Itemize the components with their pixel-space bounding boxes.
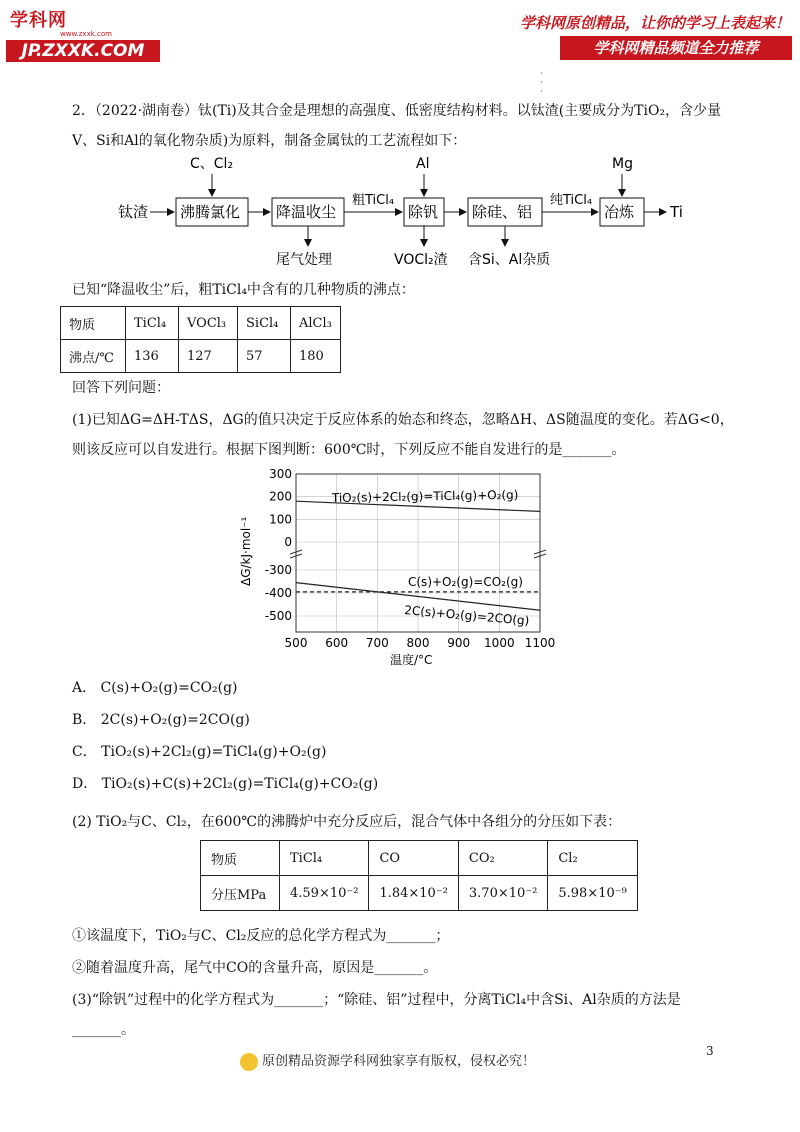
page-number: 3 <box>706 1044 714 1058</box>
q1-line1: (1)已知ΔG=ΔH-TΔS，ΔG的值只决定于反应体系的始态和终态，忽略ΔH、ΔS随温度的变化。若ΔG<0， <box>72 412 734 428</box>
table-cell: 沸点/℃ <box>61 340 126 373</box>
known-boiling-line: 已知“降温收尘”后，粗TiCl₄中含有的几种物质的沸点： <box>72 282 415 298</box>
option-d: D． TiO₂(s)+C(s)+2Cl₂(g)=TiCl₄(g)+CO₂(g) <box>72 776 379 792</box>
q2-line: (2) TiO₂与C、Cl₂，在600℃的沸腾炉中充分反应后，混合气体中各组分的分压如下表： <box>72 814 622 830</box>
chart-y-tick-label: -400 <box>264 586 292 600</box>
flow-box5-label: 冶炼 <box>604 203 635 221</box>
flow-crude-ticl4-label: 粗TiCl₄ <box>352 193 395 208</box>
boiling-point-table <box>60 306 341 373</box>
table-cell: 1.84×10⁻² <box>369 876 458 911</box>
table-row <box>61 307 341 340</box>
q3-line1: (3)“除钒”过程中的化学方程式为_______；“除硅、铝”过程中，分离TiCl₄中含Si、Al杂质的方法是 <box>72 992 681 1008</box>
flow-input-mg: Mg <box>612 156 633 172</box>
chart-series-label-co: 2C(s)+O₂(g)=2CO(g) <box>403 603 530 628</box>
table-cell: TiCl₄ <box>280 841 369 876</box>
table-row <box>61 340 341 373</box>
chart-y-tick-label: -300 <box>264 563 292 577</box>
answer-prompt: 回答下列问题： <box>72 380 170 396</box>
flow-input-c-cl2: C、Cl₂ <box>190 156 234 172</box>
table-cell: 4.59×10⁻² <box>280 876 369 911</box>
table-cell: 57 <box>238 340 291 373</box>
flow-input-al: Al <box>416 156 430 172</box>
chart-x-tick-label: 1100 <box>524 636 556 650</box>
delta-g-temperature-chart <box>232 466 572 670</box>
flow-output-tail-gas: 尾气处理 <box>276 252 332 268</box>
q1-line2: 则该反应可以自发进行。根据下图判断：600℃时，下列反应不能自发进行的是_______。 <box>72 442 626 458</box>
table-row <box>201 841 638 876</box>
footer-copyright <box>240 1050 535 1071</box>
recommend-banner: 学科网精品频道全力推荐 <box>560 36 792 60</box>
flow-end-label: Ti <box>670 203 683 221</box>
logo-title: 学科网 <box>10 10 67 31</box>
q2-sub1: ①该温度下，TiO₂与C、Cl₂反应的总化学方程式为_______； <box>72 928 450 944</box>
table-cell: 180 <box>291 340 341 373</box>
table-cell: 物质 <box>61 307 126 340</box>
chart-y-tick-label: 300 <box>269 467 292 481</box>
chart-ylabel: ΔG/kJ·mol⁻¹ <box>239 516 253 586</box>
flow-box2-label: 降温收尘 <box>276 203 337 221</box>
flow-box4-label: 除硅、铝 <box>472 203 533 221</box>
table-cell: CO <box>369 841 458 876</box>
process-flow-diagram <box>100 150 700 275</box>
chart-series-label-ticl4: TiO₂(s)+2Cl₂(g)=TiCl₄(g)+O₂(g) <box>331 487 519 505</box>
chart-x-tick-label: 600 <box>325 636 349 650</box>
table-cell: AlCl₃ <box>291 307 341 340</box>
option-a: A． C(s)+O₂(g)=CO₂(g) <box>72 680 238 696</box>
flow-box1-label: 沸腾氯化 <box>180 203 241 221</box>
chart-series-label-co2: C(s)+O₂(g)=CO₂(g) <box>408 575 523 589</box>
table-cell: SiCl₄ <box>238 307 291 340</box>
table-row <box>201 876 638 911</box>
chart-y-tick-label: -500 <box>264 609 292 623</box>
chart-y-tick-label: 200 <box>269 489 292 504</box>
table-cell: Cl₂ <box>548 841 637 876</box>
header-slogan: 学科网原创精品，让你的学习上表起来！ <box>519 14 790 32</box>
table-cell: 分压MPa <box>201 876 280 911</box>
question-intro-line1: 2．（2022·湖南卷）钛(Ti)及其合金是理想的高强度、低密度结构材料。以钛渣(主要成分为TiO₂，含少量 <box>72 103 722 119</box>
q3-line2: _______。 <box>72 1022 135 1038</box>
mascot-icon <box>240 1053 258 1071</box>
table-cell: TiCl₄ <box>126 307 179 340</box>
option-c: C． TiO₂(s)+2Cl₂(g)=TiCl₄(g)+O₂(g) <box>72 744 327 760</box>
decorative-dots: · · · <box>540 69 543 97</box>
logo-url-banner: JP.ZXXK.COM <box>6 40 160 62</box>
table-cell: 136 <box>126 340 179 373</box>
chart-x-tick-label: 900 <box>447 636 471 650</box>
partial-pressure-table <box>200 840 638 911</box>
option-b: B． 2C(s)+O₂(g)=2CO(g) <box>72 712 250 728</box>
table-cell: 物质 <box>201 841 280 876</box>
flow-start-label: 钛渣 <box>118 203 149 221</box>
logo-small-url: www.zxxk.com <box>60 30 112 38</box>
footer-text: 原创精品资源学科网独家享有版权，侵权必究！ <box>262 1054 536 1069</box>
table-cell: CO₂ <box>458 841 547 876</box>
flow-output-vocl2: VOCl₂渣 <box>394 252 448 268</box>
table-cell: 5.98×10⁻⁹ <box>548 876 637 911</box>
flow-box3-label: 除钒 <box>408 203 439 221</box>
flow-pure-ticl4-label: 纯TiCl₄ <box>550 193 593 208</box>
q2-sub2: ②随着温度升高，尾气中CO的含量升高，原因是_______。 <box>72 960 438 976</box>
flow-output-si-al: 含Si、Al杂质 <box>468 252 551 268</box>
chart-y-tick-label: 0 <box>284 535 292 549</box>
chart-x-tick-label: 800 <box>406 636 430 650</box>
table-cell: 3.70×10⁻² <box>458 876 547 911</box>
chart-x-tick-label: 700 <box>365 636 389 650</box>
table-cell: 127 <box>179 340 238 373</box>
chart-y-tick-label: 100 <box>269 512 292 527</box>
chart-x-tick-label: 500 <box>284 636 308 650</box>
table-cell: VOCl₃ <box>179 307 238 340</box>
question-intro-line2: V、Si和Al的氧化物杂质)为原料，制备金属钛的工艺流程如下： <box>72 133 467 149</box>
chart-x-tick-label: 1000 <box>484 636 515 650</box>
chart-xlabel: 温度/°C <box>390 653 433 667</box>
